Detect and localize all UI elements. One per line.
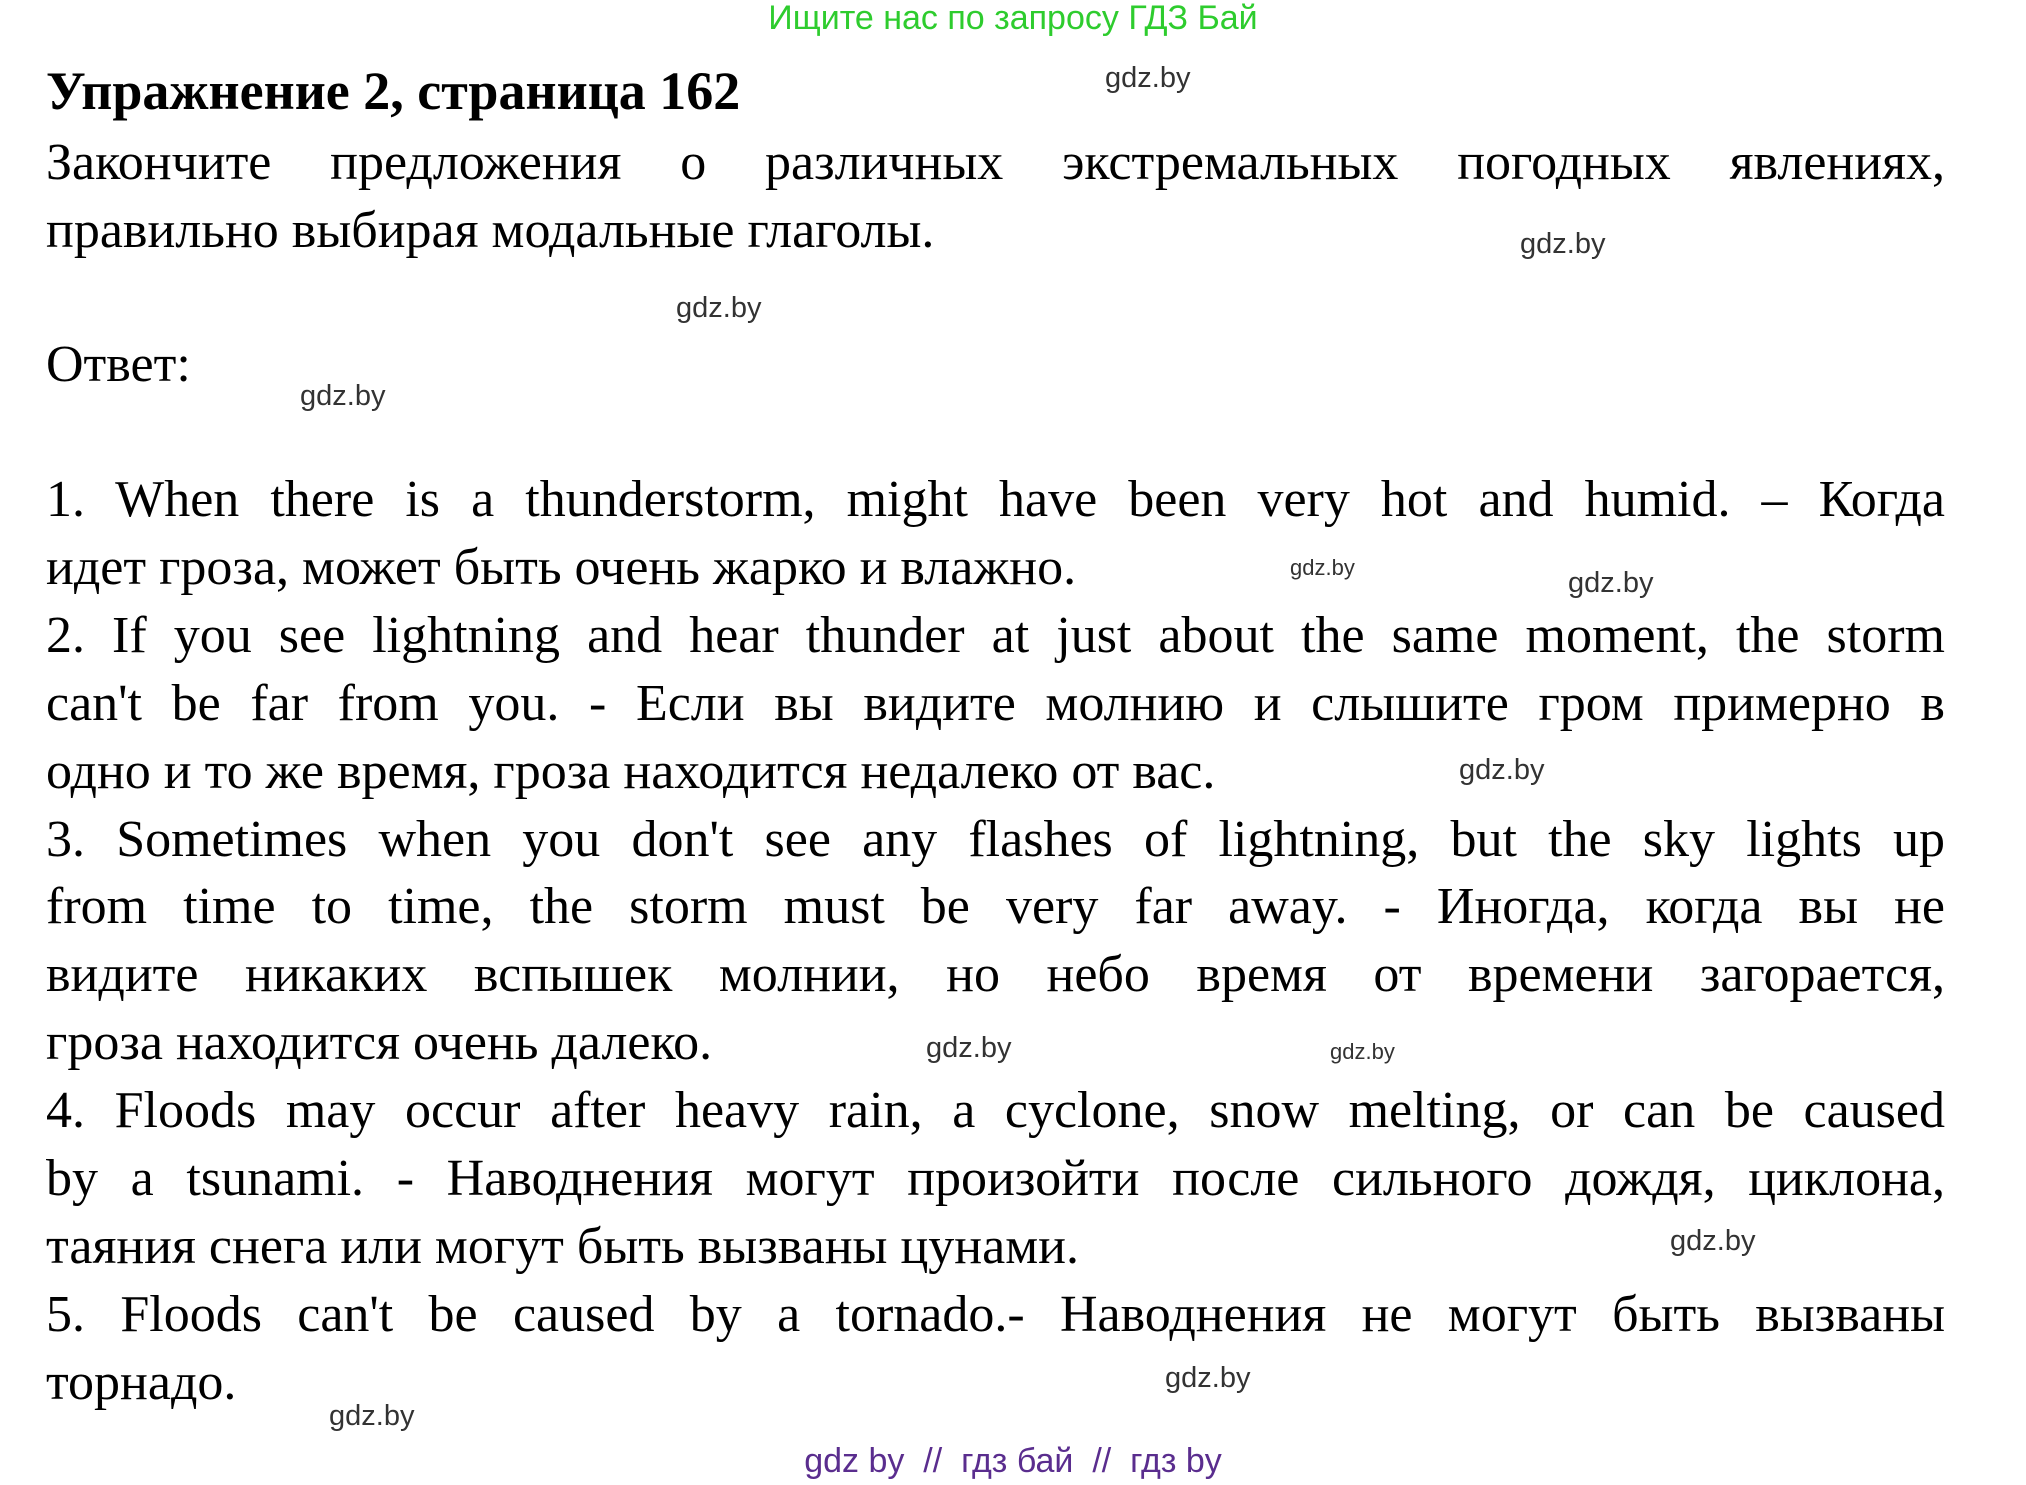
- task-text-line: Закончите предложения о различных экстремальных погодных явлениях,: [46, 134, 1945, 191]
- search-hint-banner: Ищите нас по запросу ГДЗ Бай: [768, 0, 1258, 37]
- watermark: gdz.by: [1459, 754, 1545, 786]
- answer-text-line: can't be far from you. - Если вы видите молнию и слышите гром примерно в: [46, 674, 1945, 732]
- watermark: gdz.by: [676, 292, 762, 324]
- page-title: Упражнение 2, страница 162: [46, 61, 741, 121]
- answer-text-line: from time to time, the storm must be very far away. - Иногда, когда вы не: [46, 878, 1945, 936]
- answer-text-line: торнадо.: [46, 1353, 237, 1411]
- watermark: gdz.by: [1568, 567, 1654, 599]
- watermark: gdz.by: [1290, 555, 1355, 580]
- answer-text-line: 3. Sometimes when you don't see any flashes of lightning, but the sky lights up: [46, 810, 1945, 868]
- watermark: gdz.by: [300, 380, 386, 412]
- answer-text-line: by a tsunami. - Наводнения могут произойти после сильного дождя, циклона,: [46, 1150, 1945, 1207]
- watermark: gdz.by: [329, 1400, 415, 1432]
- watermark: gdz.by: [1330, 1039, 1395, 1064]
- footer-links: gdz by // гдз бай // гдз by: [804, 1442, 1222, 1480]
- answer-text-line: таяния снега или могут быть вызваны цунами.: [46, 1217, 1079, 1275]
- watermark: gdz.by: [926, 1032, 1012, 1064]
- watermark: gdz.by: [1520, 228, 1606, 260]
- answer-text-line: идет гроза, может быть очень жарко и влажно.: [46, 538, 1077, 596]
- answer-text-line: одно и то же время, гроза находится недалеко от вас.: [46, 742, 1216, 800]
- watermark: gdz.by: [1670, 1225, 1756, 1257]
- answer-text-line: гроза находится очень далеко.: [46, 1014, 713, 1072]
- watermark: gdz.by: [1165, 1362, 1251, 1394]
- watermark: gdz.by: [1105, 62, 1191, 94]
- answer-text-line: 1. When there is a thunderstorm, might have been very hot and humid. – Когда: [46, 471, 1945, 528]
- answer-text-line: 4. Floods may occur after heavy rain, a cyclone, snow melting, or can be caused: [46, 1082, 1945, 1140]
- answer-text-line: 2. If you see lightning and hear thunder at just about the same moment, the storm: [46, 606, 1945, 664]
- task-text-line: правильно выбирая модальные глаголы.: [46, 202, 935, 259]
- answer-text-line: видите никаких вспышек молнии, но небо время от времени загорается,: [46, 946, 1945, 1004]
- answer-text-line: 5. Floods can't be caused by a tornado.- Наводнения не могут быть вызваны: [46, 1285, 1945, 1343]
- answer-label: Ответ:: [46, 336, 191, 393]
